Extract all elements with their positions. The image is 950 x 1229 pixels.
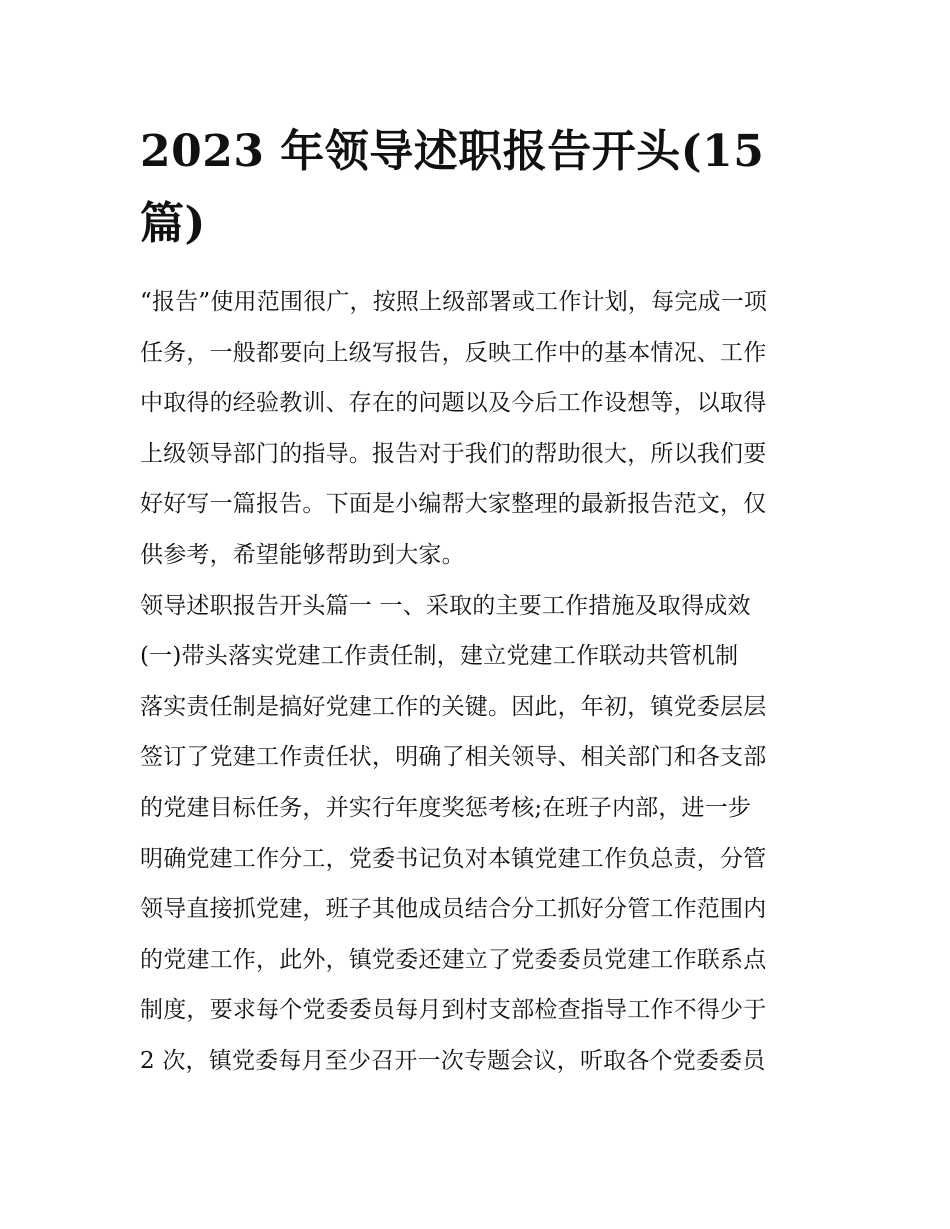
body-line: 签订了党建工作责任状，明确了相关领导、相关部门和各支部 <box>140 744 767 771</box>
body-line: 落实责任制是搞好党建工作的关键。因此，年初，镇党委层层 <box>140 693 767 720</box>
title-line: 2023 年领导述职报告开头(15 <box>140 126 765 177</box>
subsection-heading: (一)带头落实党建工作责任制，建立党建工作联动共管机制 <box>140 643 739 670</box>
body-line: “报告”使用范围很广，按照上级部署或工作计划，每完成一项 <box>140 289 768 315</box>
body-line: 的党建目标任务，并实行年度奖惩考核;在班子内部，进一步 <box>140 794 752 821</box>
document-body <box>140 277 820 1087</box>
title-line: 篇) <box>140 198 206 249</box>
body-line: 中取得的经验教训、存在的问题以及今后工作设想等，以取得 <box>140 390 767 417</box>
body-line: 的党建工作，此外，镇党委还建立了党委委员党建工作联系点 <box>140 946 767 973</box>
body-line: 好好写一篇报告。下面是小编帮大家整理的最新报告范文，仅 <box>140 491 767 518</box>
body-line: 供参考，希望能够帮助到大家。 <box>140 541 465 568</box>
body-line: 2 次，镇党委每月至少召开一次专题会议，听取各个党委委员 <box>140 1047 766 1074</box>
body-line: 领导直接抓党建，班子其他成员结合分工抓好分管工作范围内 <box>140 896 767 923</box>
body-line: 制度，要求每个党委委员每月到村支部检查指导工作不得少于 <box>140 997 767 1024</box>
body-line: 任务，一般都要向上级写报告，反映工作中的基本情况、工作 <box>140 339 767 366</box>
section-heading: 领导述职报告开头篇一 一、采取的主要工作措施及取得成效 <box>140 592 751 619</box>
body-line: 明确党建工作分工，党委书记负对本镇党建工作负总责，分管 <box>140 845 767 872</box>
document-title <box>140 116 820 260</box>
body-line: 上级领导部门的指导。报告对于我们的帮助很大，所以我们要 <box>140 440 767 467</box>
